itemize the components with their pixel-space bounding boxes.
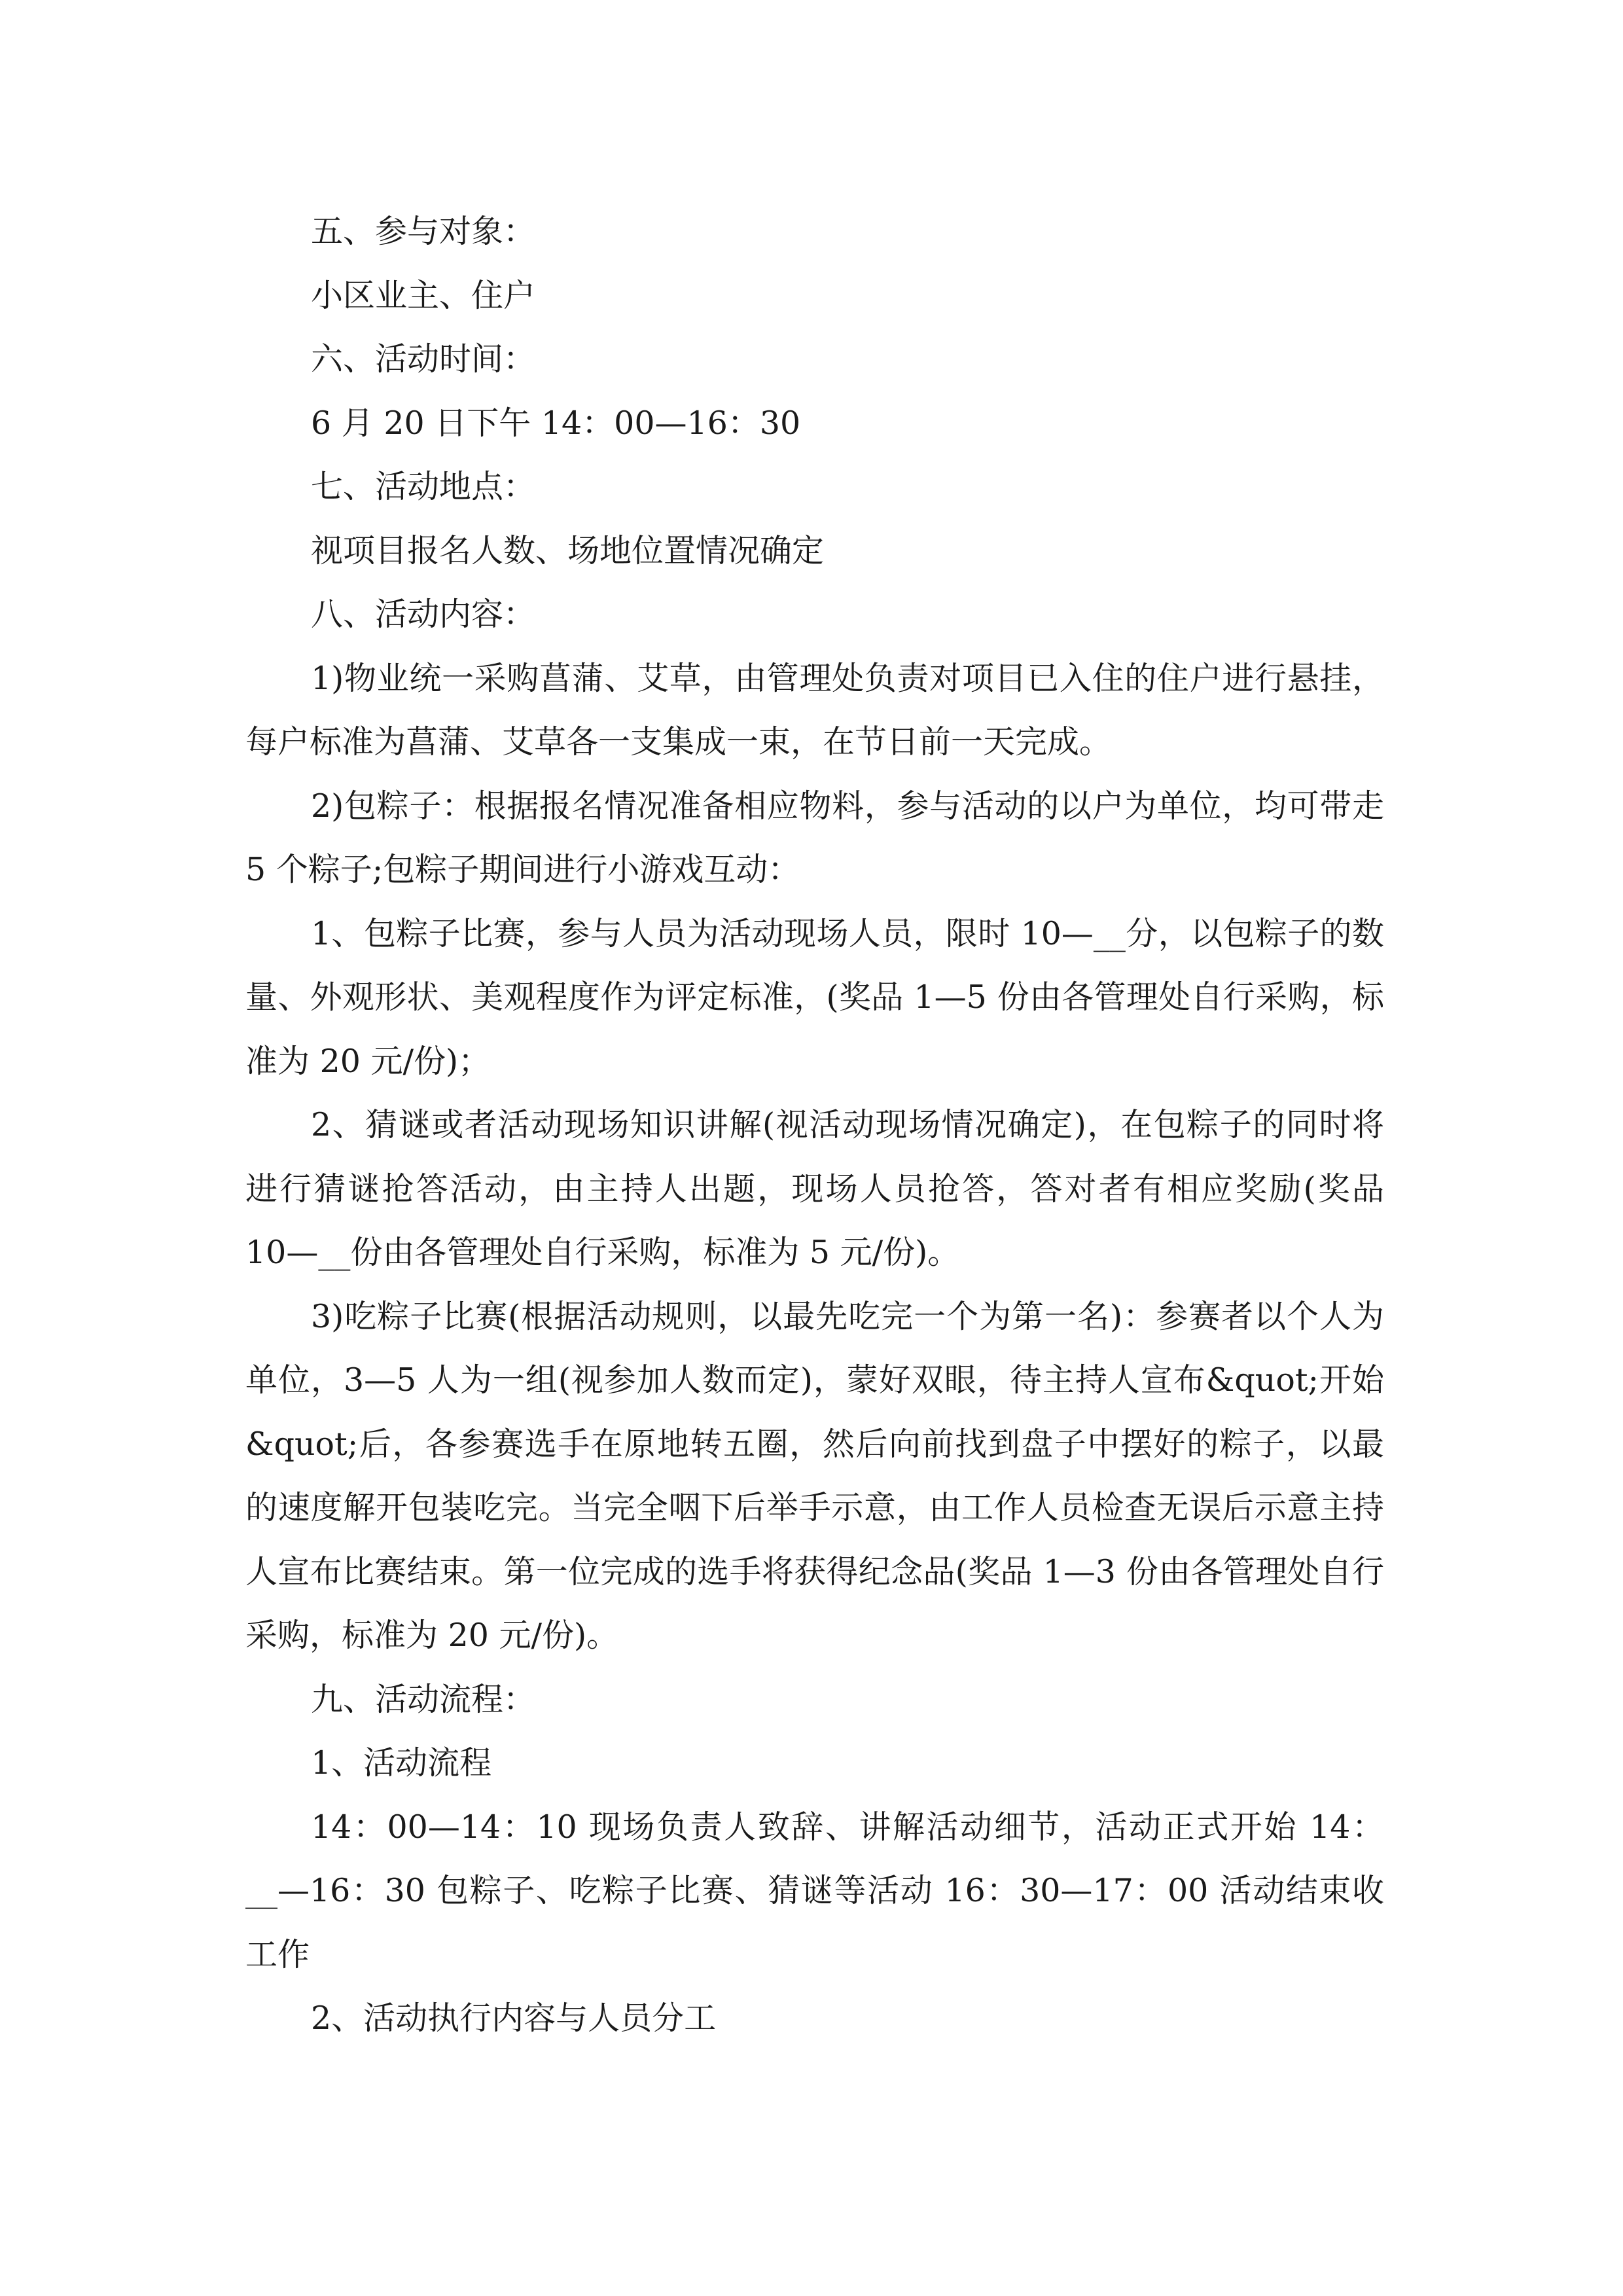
paragraph-line: 工作	[245, 1935, 310, 1973]
section-heading-participants: 五、参与对象：	[311, 213, 536, 250]
paragraph-line: 小区业主、住户	[311, 276, 536, 314]
section-heading-time: 六、活动时间：	[311, 340, 536, 378]
section-heading-content: 八、活动内容：	[311, 596, 536, 633]
paragraph-line: 1)物业统一采购菖蒲、艾草，由管理处负责对项目已入住的住户进行悬挂，	[311, 659, 1384, 697]
paragraph-line: 10—__份由各管理处自行采购，标准为 5 元/份)。	[245, 1234, 960, 1271]
paragraph-line: 准为 20 元/份)；	[245, 1042, 491, 1080]
paragraph-line: 1、包粽子比赛，参与人员为活动现场人员，限时 10—__分，以包粽子的数	[311, 914, 1384, 952]
paragraph-line: 2、猜谜或者活动现场知识讲解(视活动现场情况确定)，在包粽子的同时将	[311, 1106, 1384, 1143]
document-body	[245, 200, 1384, 2051]
paragraph-line: 5 个粽子;包粽子期间进行小游戏互动：	[245, 851, 800, 888]
paragraph-line: __—16：30 包粽子、吃粽子比赛、猜谜等活动 16：30—17：00 活动结束收	[245, 1872, 1384, 1909]
paragraph-line: 每户标准为菖蒲、艾草各一支集成一束，在节日前一天完成。	[245, 723, 1112, 761]
section-heading-location: 七、活动地点：	[311, 468, 536, 505]
paragraph-line: 单位，3—5 人为一组(视参加人数而定)，蒙好双眼，待主持人宣布&quot;开始	[245, 1361, 1384, 1399]
paragraph-line: 14：00—14：10 现场负责人致辞、讲解活动细节，活动正式开始 14：	[311, 1808, 1384, 1846]
subheading-assignments: 2、活动执行内容与人员分工	[311, 2000, 717, 2037]
subheading-process: 1、活动流程	[311, 1744, 492, 1782]
paragraph-line: 3)吃粽子比赛(根据活动规则，以最先吃完一个为第一名)：参赛者以个人为	[311, 1297, 1384, 1335]
paragraph-line: &quot;后，各参赛选手在原地转五圈，然后向前找到盘子中摆好的粽子，以最	[245, 1425, 1384, 1463]
paragraph-line: 进行猜谜抢答活动，由主持人出题，现场人员抢答，答对者有相应奖励(奖品	[245, 1170, 1384, 1208]
paragraph-line: 6 月 20 日下午 14：00—16：30	[311, 404, 801, 442]
paragraph-line: 视项目报名人数、场地位置情况确定	[311, 531, 825, 569]
paragraph-line: 人宣布比赛结束。第一位完成的选手将获得纪念品(奖品 1—3 份由各管理处自行	[245, 1552, 1384, 1590]
section-heading-process: 九、活动流程：	[311, 1680, 536, 1718]
paragraph-line: 2)包粽子：根据报名情况准备相应物料，参与活动的以户为单位，均可带走	[311, 787, 1384, 825]
paragraph-line: 的速度解开包装吃完。当完全咽下后举手示意，由工作人员检查无误后示意主持	[245, 1489, 1384, 1526]
paragraph-line: 量、外观形状、美观程度作为评定标准，(奖品 1—5 份由各管理处自行采购，标	[245, 978, 1384, 1016]
paragraph-line: 采购，标准为 20 元/份)。	[245, 1617, 619, 1654]
